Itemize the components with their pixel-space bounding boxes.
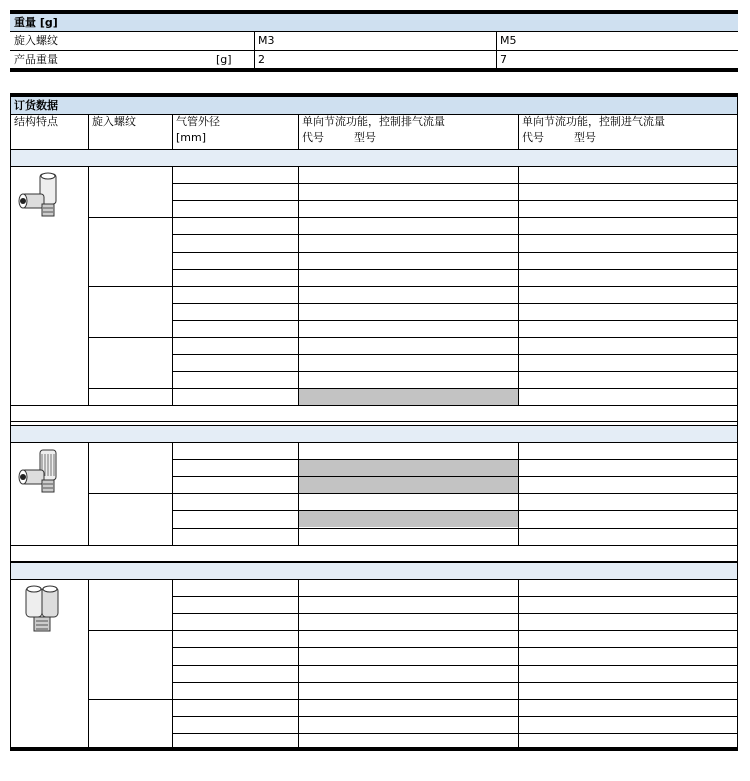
weight-product-label: 产品重量 — [14, 53, 58, 66]
section-header — [10, 150, 738, 166]
weight-header — [10, 14, 738, 31]
row-highlight — [299, 460, 518, 476]
row-highlight — [299, 389, 518, 405]
row-highlight — [299, 511, 518, 527]
weight-thread-label: 旋入螺纹 — [14, 34, 58, 47]
ordering-title: 订货数据 — [14, 99, 58, 112]
col-design: 结构特点 — [14, 115, 58, 128]
weight-title: 重量 [g] — [14, 16, 58, 29]
section-header — [10, 426, 738, 442]
col-supply-type: 型号 — [574, 131, 596, 144]
weight-value-m5: 7 — [500, 53, 507, 66]
col-exhaust-type: 型号 — [354, 131, 376, 144]
weight-col-m5: M5 — [500, 34, 517, 47]
col-exhaust: 单向节流功能，控制排气流量 — [302, 115, 445, 128]
col-tube: 气管外径 — [176, 115, 220, 128]
l-fitting-knurled-screw-icon — [14, 444, 74, 504]
col-tube-unit: [mm] — [176, 131, 207, 144]
parallel-fitting-slotted-screw-icon — [14, 581, 74, 641]
col-supply: 单向节流功能，控制进气流量 — [522, 115, 665, 128]
col-exhaust-code: 代号 — [302, 131, 324, 144]
weight-col-m3: M3 — [258, 34, 275, 47]
col-supply-code: 代号 — [522, 131, 544, 144]
l-fitting-slotted-screw-icon — [14, 168, 74, 228]
weight-unit: [g] — [216, 53, 232, 66]
ordering-header — [10, 97, 738, 114]
row-highlight — [299, 477, 518, 493]
weight-value-m3: 2 — [258, 53, 265, 66]
col-thread: 旋入螺纹 — [92, 115, 136, 128]
section-header — [10, 563, 738, 579]
